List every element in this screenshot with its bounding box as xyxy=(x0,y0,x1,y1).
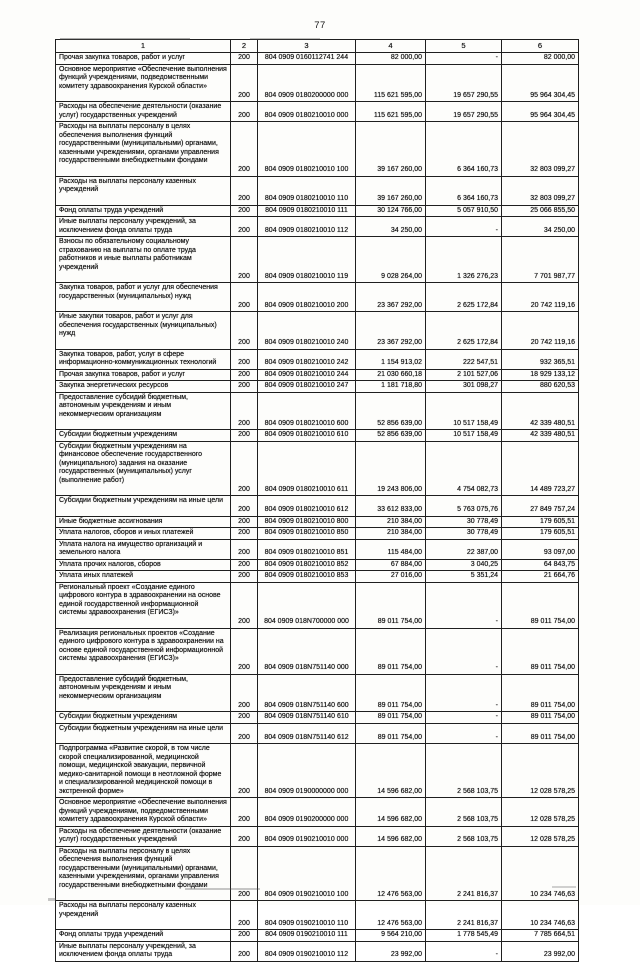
cell-executed-amount: 222 547,51 xyxy=(426,349,502,369)
table-header-row xyxy=(56,40,579,53)
cell-description: Закупка товаров, работ и услуг для обеспечения государственных (муниципальных) нужд xyxy=(56,283,231,312)
cell-approved-amount: 9 028 264,00 xyxy=(356,237,426,283)
cell-executed-amount: 2 101 527,06 xyxy=(426,369,502,381)
cell-description: Уплата прочих налогов, сборов xyxy=(56,559,231,571)
cell-code: 804 0909 0180210010 112 xyxy=(258,217,356,237)
table-row xyxy=(56,122,579,177)
table-row xyxy=(56,496,579,517)
cell-description: Предоставление субсидий бюджетным, автономным учреждениям и иным некоммерческим организациям xyxy=(56,392,231,430)
scan-artifact xyxy=(60,38,190,40)
cell-remaining-amount: 27 849 757,24 xyxy=(502,496,579,517)
cell-approved-amount: 27 016,00 xyxy=(356,571,426,583)
cell-kvr: 200 xyxy=(231,516,258,528)
cell-remaining-amount: 21 664,76 xyxy=(502,571,579,583)
cell-code: 804 0909 0190200000 000 xyxy=(258,798,356,827)
cell-description: Взносы по обязательному социальному страхованию на выплаты по оплате труда работников и иные выплаты работникам учреждений xyxy=(56,237,231,283)
cell-code: 804 0909 0160112741 244 xyxy=(258,53,356,65)
scan-artifact xyxy=(185,888,260,890)
cell-description: Расходы на выплаты персоналу в целях обеспечения выполнения функций государственными (муниципальными) органами, казенными учреждениями, органами управления государственными внебюджетными фондами xyxy=(56,846,231,901)
cell-description: Фонд оплаты труда учреждений xyxy=(56,930,231,942)
cell-executed-amount: 10 517 158,49 xyxy=(426,430,502,442)
cell-executed-amount: 5 763 075,76 xyxy=(426,496,502,517)
cell-code: 804 0909 018N751140 600 xyxy=(258,674,356,712)
cell-executed-amount: 22 387,00 xyxy=(426,539,502,559)
cell-kvr: 200 xyxy=(231,53,258,65)
cell-kvr: 200 xyxy=(231,539,258,559)
cell-approved-amount: 89 011 754,00 xyxy=(356,582,426,628)
table-row xyxy=(56,571,579,583)
cell-kvr: 200 xyxy=(231,312,258,350)
column-header: 2 xyxy=(231,40,258,53)
cell-code: 804 0909 0180210010 612 xyxy=(258,496,356,517)
cell-remaining-amount: 10 234 746,63 xyxy=(502,846,579,901)
cell-kvr: 200 xyxy=(231,381,258,393)
scan-artifact xyxy=(250,38,320,40)
scan-artifact xyxy=(48,898,56,901)
cell-approved-amount: 33 612 833,00 xyxy=(356,496,426,517)
cell-remaining-amount: 20 742 119,16 xyxy=(502,312,579,350)
cell-description: Прочая закупка товаров, работ и услуг xyxy=(56,53,231,65)
cell-approved-amount: 21 030 660,18 xyxy=(356,369,426,381)
cell-remaining-amount: 64 843,75 xyxy=(502,559,579,571)
cell-executed-amount: 30 778,49 xyxy=(426,528,502,540)
cell-code: 804 0909 0180210010 119 xyxy=(258,237,356,283)
cell-approved-amount: 89 011 754,00 xyxy=(356,712,426,724)
table-row xyxy=(56,941,579,961)
cell-remaining-amount: 18 929 133,12 xyxy=(502,369,579,381)
table-row xyxy=(56,723,579,744)
cell-approved-amount: 23 367 292,00 xyxy=(356,312,426,350)
cell-code: 804 0909 018N751140 610 xyxy=(258,712,356,724)
cell-remaining-amount: 89 011 754,00 xyxy=(502,582,579,628)
page-number: 77 xyxy=(314,20,326,31)
cell-kvr: 200 xyxy=(231,349,258,369)
cell-remaining-amount: 12 028 578,25 xyxy=(502,744,579,798)
column-header: 3 xyxy=(258,40,356,53)
cell-description: Субсидии бюджетным учреждениям xyxy=(56,430,231,442)
cell-description: Прочая закупка товаров, работ и услуг xyxy=(56,369,231,381)
column-header: 5 xyxy=(426,40,502,53)
cell-approved-amount: 67 884,00 xyxy=(356,559,426,571)
cell-code: 804 0909 0190210010 110 xyxy=(258,901,356,930)
cell-remaining-amount: 179 605,51 xyxy=(502,516,579,528)
cell-approved-amount: 39 167 260,00 xyxy=(356,122,426,177)
cell-executed-amount: 2 568 103,75 xyxy=(426,744,502,798)
cell-code: 804 0909 018N700000 000 xyxy=(258,582,356,628)
cell-executed-amount: 2 241 816,37 xyxy=(426,846,502,901)
cell-approved-amount: 23 992,00 xyxy=(356,941,426,961)
cell-kvr: 200 xyxy=(231,392,258,430)
cell-kvr: 200 xyxy=(231,205,258,217)
cell-remaining-amount: 25 066 855,50 xyxy=(502,205,579,217)
cell-code: 804 0909 0180200000 000 xyxy=(258,64,356,102)
cell-kvr: 200 xyxy=(231,628,258,674)
cell-kvr: 200 xyxy=(231,798,258,827)
cell-code: 804 0909 0180210010 110 xyxy=(258,176,356,205)
cell-code: 804 0909 0180210010 600 xyxy=(258,392,356,430)
cell-code: 804 0909 0180210010 244 xyxy=(258,369,356,381)
cell-executed-amount: 5 057 910,50 xyxy=(426,205,502,217)
cell-executed-amount: 6 364 160,73 xyxy=(426,122,502,177)
cell-description: Фонд оплаты труда учреждений xyxy=(56,205,231,217)
cell-description: Иные выплаты персоналу учреждений, за исключением фонда оплаты труда xyxy=(56,217,231,237)
cell-approved-amount: 52 856 639,00 xyxy=(356,430,426,442)
cell-remaining-amount: 42 339 480,51 xyxy=(502,392,579,430)
cell-description: Расходы на обеспечение деятельности (оказание услуг) государственных учреждений xyxy=(56,102,231,122)
cell-executed-amount: 2 568 103,75 xyxy=(426,798,502,827)
cell-executed-amount: 4 754 082,73 xyxy=(426,441,502,496)
table-row xyxy=(56,744,579,798)
cell-kvr: 200 xyxy=(231,901,258,930)
cell-remaining-amount: 932 365,51 xyxy=(502,349,579,369)
table-row xyxy=(56,516,579,528)
cell-code: 804 0909 0180210010 610 xyxy=(258,430,356,442)
cell-code: 804 0909 0180210010 000 xyxy=(258,102,356,122)
table-row xyxy=(56,846,579,901)
cell-description: Иные бюджетные ассигнования xyxy=(56,516,231,528)
table-row xyxy=(56,528,579,540)
cell-executed-amount: 2 625 172,84 xyxy=(426,312,502,350)
scan-artifact xyxy=(552,886,576,888)
cell-remaining-amount: 20 742 119,16 xyxy=(502,283,579,312)
cell-approved-amount: 14 596 682,00 xyxy=(356,826,426,846)
cell-code: 804 0909 0190210010 111 xyxy=(258,930,356,942)
cell-kvr: 200 xyxy=(231,122,258,177)
table-row xyxy=(56,312,579,350)
cell-kvr: 200 xyxy=(231,176,258,205)
table-row xyxy=(56,582,579,628)
cell-kvr: 200 xyxy=(231,674,258,712)
cell-kvr: 200 xyxy=(231,283,258,312)
cell-approved-amount: 1 181 718,80 xyxy=(356,381,426,393)
cell-remaining-amount: 23 992,00 xyxy=(502,941,579,961)
cell-executed-amount: - xyxy=(426,674,502,712)
table-row xyxy=(56,176,579,205)
cell-executed-amount: - xyxy=(426,53,502,65)
cell-description: Субсидии бюджетным учреждениям на иные цели xyxy=(56,723,231,744)
cell-executed-amount: - xyxy=(426,723,502,744)
cell-remaining-amount: 7 785 664,51 xyxy=(502,930,579,942)
cell-approved-amount: 82 000,00 xyxy=(356,53,426,65)
cell-remaining-amount: 89 011 754,00 xyxy=(502,723,579,744)
cell-remaining-amount: 12 028 578,25 xyxy=(502,826,579,846)
cell-approved-amount: 12 476 563,00 xyxy=(356,846,426,901)
cell-executed-amount: 301 098,27 xyxy=(426,381,502,393)
cell-remaining-amount: 7 701 987,77 xyxy=(502,237,579,283)
cell-code: 804 0909 0180210010 800 xyxy=(258,516,356,528)
table-row xyxy=(56,205,579,217)
table-row xyxy=(56,628,579,674)
table-row xyxy=(56,930,579,942)
cell-executed-amount: 5 351,24 xyxy=(426,571,502,583)
cell-code: 804 0909 018N751140 612 xyxy=(258,723,356,744)
table-row xyxy=(56,369,579,381)
cell-executed-amount: 6 364 160,73 xyxy=(426,176,502,205)
cell-description: Иные закупки товаров, работ и услуг для обеспечения государственных (муниципальных) нужд xyxy=(56,312,231,350)
cell-remaining-amount: 14 489 723,27 xyxy=(502,441,579,496)
cell-code: 804 0909 0180210010 200 xyxy=(258,283,356,312)
cell-description: Расходы на обеспечение деятельности (оказание услуг) государственных учреждений xyxy=(56,826,231,846)
cell-approved-amount: 12 476 563,00 xyxy=(356,901,426,930)
column-header: 4 xyxy=(356,40,426,53)
cell-kvr: 200 xyxy=(231,217,258,237)
cell-description: Расходы на выплаты персоналу в целях обеспечения выполнения функций государственными (муниципальными) органами, казенными учреждениями, органами управления государственными внебюджетными фондами xyxy=(56,122,231,177)
cell-description: Расходы на выплаты персоналу казенных учреждений xyxy=(56,901,231,930)
cell-executed-amount: - xyxy=(426,941,502,961)
cell-code: 804 0909 0180210010 611 xyxy=(258,441,356,496)
cell-description: Субсидии бюджетным учреждениям на финансовое обеспечение государственного (муниципального) задания на оказание государственных (муниципальных) услуг (выполнение работ) xyxy=(56,441,231,496)
table-row xyxy=(56,826,579,846)
table-row xyxy=(56,349,579,369)
cell-remaining-amount: 179 605,51 xyxy=(502,528,579,540)
cell-description: Реализация региональных проектов «Создание единого цифрового контура в здравоохранении на основе единой государственной информационной системы здравоохранения (ЕГИСЗ)» xyxy=(56,628,231,674)
cell-executed-amount: 1 326 276,23 xyxy=(426,237,502,283)
cell-code: 804 0909 0180210010 851 xyxy=(258,539,356,559)
cell-remaining-amount: 32 803 099,27 xyxy=(502,122,579,177)
cell-kvr: 200 xyxy=(231,559,258,571)
cell-kvr: 200 xyxy=(231,712,258,724)
cell-kvr: 200 xyxy=(231,744,258,798)
cell-approved-amount: 30 124 766,00 xyxy=(356,205,426,217)
cell-description: Уплата налога на имущество организаций и земельного налога xyxy=(56,539,231,559)
cell-description: Уплата иных платежей xyxy=(56,571,231,583)
cell-approved-amount: 115 621 595,00 xyxy=(356,102,426,122)
cell-approved-amount: 89 011 754,00 xyxy=(356,723,426,744)
cell-kvr: 200 xyxy=(231,441,258,496)
cell-code: 804 0909 0180210010 111 xyxy=(258,205,356,217)
table-row xyxy=(56,392,579,430)
cell-kvr: 200 xyxy=(231,826,258,846)
cell-executed-amount: 10 517 158,49 xyxy=(426,392,502,430)
column-header: 6 xyxy=(502,40,579,53)
table-row xyxy=(56,102,579,122)
cell-remaining-amount: 42 339 480,51 xyxy=(502,430,579,442)
table-row xyxy=(56,381,579,393)
table-row xyxy=(56,539,579,559)
cell-approved-amount: 34 250,00 xyxy=(356,217,426,237)
cell-kvr: 200 xyxy=(231,528,258,540)
cell-kvr: 200 xyxy=(231,64,258,102)
cell-remaining-amount: 89 011 754,00 xyxy=(502,628,579,674)
cell-remaining-amount: 95 964 304,45 xyxy=(502,64,579,102)
table-row xyxy=(56,559,579,571)
cell-kvr: 200 xyxy=(231,496,258,517)
cell-code: 804 0909 0180210010 853 xyxy=(258,571,356,583)
table-row xyxy=(56,237,579,283)
cell-executed-amount: - xyxy=(426,582,502,628)
cell-executed-amount: 19 657 290,55 xyxy=(426,102,502,122)
cell-executed-amount: - xyxy=(426,712,502,724)
cell-code: 804 0909 0180210010 852 xyxy=(258,559,356,571)
cell-description: Подпрограмма «Развитие скорой, в том числе скорой специализированной, медицинской помощи, медицинской эвакуации, первичной медико-санитарной помощи в неотложной форме и специализированной медицинской помощи в экстренной форме» xyxy=(56,744,231,798)
table-row xyxy=(56,798,579,827)
cell-code: 804 0909 0190210010 000 xyxy=(258,826,356,846)
cell-description: Уплата налогов, сборов и иных платежей xyxy=(56,528,231,540)
cell-remaining-amount: 34 250,00 xyxy=(502,217,579,237)
cell-executed-amount: 2 568 103,75 xyxy=(426,826,502,846)
cell-executed-amount: 3 040,25 xyxy=(426,559,502,571)
cell-description: Предоставление субсидий бюджетным, автономным учреждениям и иным некоммерческим организациям xyxy=(56,674,231,712)
cell-executed-amount: - xyxy=(426,628,502,674)
cell-approved-amount: 115 484,00 xyxy=(356,539,426,559)
cell-executed-amount: 1 778 545,49 xyxy=(426,930,502,942)
cell-approved-amount: 14 596 682,00 xyxy=(356,798,426,827)
cell-remaining-amount: 82 000,00 xyxy=(502,53,579,65)
cell-kvr: 200 xyxy=(231,723,258,744)
cell-description: Основное мероприятие «Обеспечение выполнения функций учреждениями, подведомственными комитету здравоохранения Курской области» xyxy=(56,798,231,827)
cell-description: Закупка товаров, работ, услуг в сфере информационно-коммуникационных технологий xyxy=(56,349,231,369)
table-row xyxy=(56,53,579,65)
cell-code: 804 0909 018N751140 000 xyxy=(258,628,356,674)
cell-remaining-amount: 880 620,53 xyxy=(502,381,579,393)
cell-code: 804 0909 0190210010 112 xyxy=(258,941,356,961)
cell-executed-amount: 2 625 172,84 xyxy=(426,283,502,312)
cell-description: Региональный проект «Создание единого цифрового контура в здравоохранении на основе единой государственной информационной системы здравоохранения (ЕГИСЗ)» xyxy=(56,582,231,628)
cell-code: 804 0909 0180210010 240 xyxy=(258,312,356,350)
cell-executed-amount: - xyxy=(426,217,502,237)
cell-executed-amount: 30 778,49 xyxy=(426,516,502,528)
cell-kvr: 200 xyxy=(231,571,258,583)
cell-description: Иные выплаты персоналу учреждений, за исключением фонда оплаты труда xyxy=(56,941,231,961)
cell-kvr: 200 xyxy=(231,369,258,381)
cell-code: 804 0909 0180210010 242 xyxy=(258,349,356,369)
cell-approved-amount: 115 621 595,00 xyxy=(356,64,426,102)
cell-remaining-amount: 89 011 754,00 xyxy=(502,674,579,712)
cell-remaining-amount: 12 028 578,25 xyxy=(502,798,579,827)
cell-executed-amount: 19 657 290,55 xyxy=(426,64,502,102)
cell-approved-amount: 14 596 682,00 xyxy=(356,744,426,798)
cell-kvr: 200 xyxy=(231,941,258,961)
table-row xyxy=(56,283,579,312)
cell-kvr: 200 xyxy=(231,582,258,628)
cell-description: Расходы на выплаты персоналу казенных учреждений xyxy=(56,176,231,205)
budget-table xyxy=(55,39,579,962)
cell-approved-amount: 19 243 806,00 xyxy=(356,441,426,496)
table-row xyxy=(56,64,579,102)
cell-approved-amount: 89 011 754,00 xyxy=(356,674,426,712)
cell-description: Субсидии бюджетным учреждениям xyxy=(56,712,231,724)
cell-remaining-amount: 95 964 304,45 xyxy=(502,102,579,122)
cell-approved-amount: 23 367 292,00 xyxy=(356,283,426,312)
table-row xyxy=(56,712,579,724)
cell-code: 804 0909 0190210010 100 xyxy=(258,846,356,901)
cell-description: Субсидии бюджетным учреждениям на иные цели xyxy=(56,496,231,517)
cell-code: 804 0909 0180210010 247 xyxy=(258,381,356,393)
cell-approved-amount: 52 856 639,00 xyxy=(356,392,426,430)
column-header: 1 xyxy=(56,40,231,53)
table-row xyxy=(56,217,579,237)
cell-code: 804 0909 0190000000 000 xyxy=(258,744,356,798)
cell-remaining-amount: 93 097,00 xyxy=(502,539,579,559)
cell-approved-amount: 210 384,00 xyxy=(356,516,426,528)
table-row xyxy=(56,430,579,442)
cell-kvr: 200 xyxy=(231,237,258,283)
cell-kvr: 200 xyxy=(231,102,258,122)
cell-description: Закупка энергетических ресурсов xyxy=(56,381,231,393)
cell-approved-amount: 9 564 210,00 xyxy=(356,930,426,942)
table-row xyxy=(56,441,579,496)
cell-remaining-amount: 89 011 754,00 xyxy=(502,712,579,724)
cell-remaining-amount: 10 234 746,63 xyxy=(502,901,579,930)
cell-kvr: 200 xyxy=(231,930,258,942)
cell-kvr: 200 xyxy=(231,846,258,901)
cell-remaining-amount: 32 803 099,27 xyxy=(502,176,579,205)
cell-executed-amount: 2 241 816,37 xyxy=(426,901,502,930)
cell-kvr: 200 xyxy=(231,430,258,442)
cell-approved-amount: 1 154 913,02 xyxy=(356,349,426,369)
cell-code: 804 0909 0180210010 100 xyxy=(258,122,356,177)
cell-description: Основное мероприятие «Обеспечение выполнения функций учреждениями, подведомственными комитету здравоохранения Курской области» xyxy=(56,64,231,102)
cell-code: 804 0909 0180210010 850 xyxy=(258,528,356,540)
table-row xyxy=(56,901,579,930)
table-body xyxy=(56,53,579,962)
cell-approved-amount: 39 167 260,00 xyxy=(356,176,426,205)
cell-approved-amount: 89 011 754,00 xyxy=(356,628,426,674)
table-row xyxy=(56,674,579,712)
cell-approved-amount: 210 384,00 xyxy=(356,528,426,540)
